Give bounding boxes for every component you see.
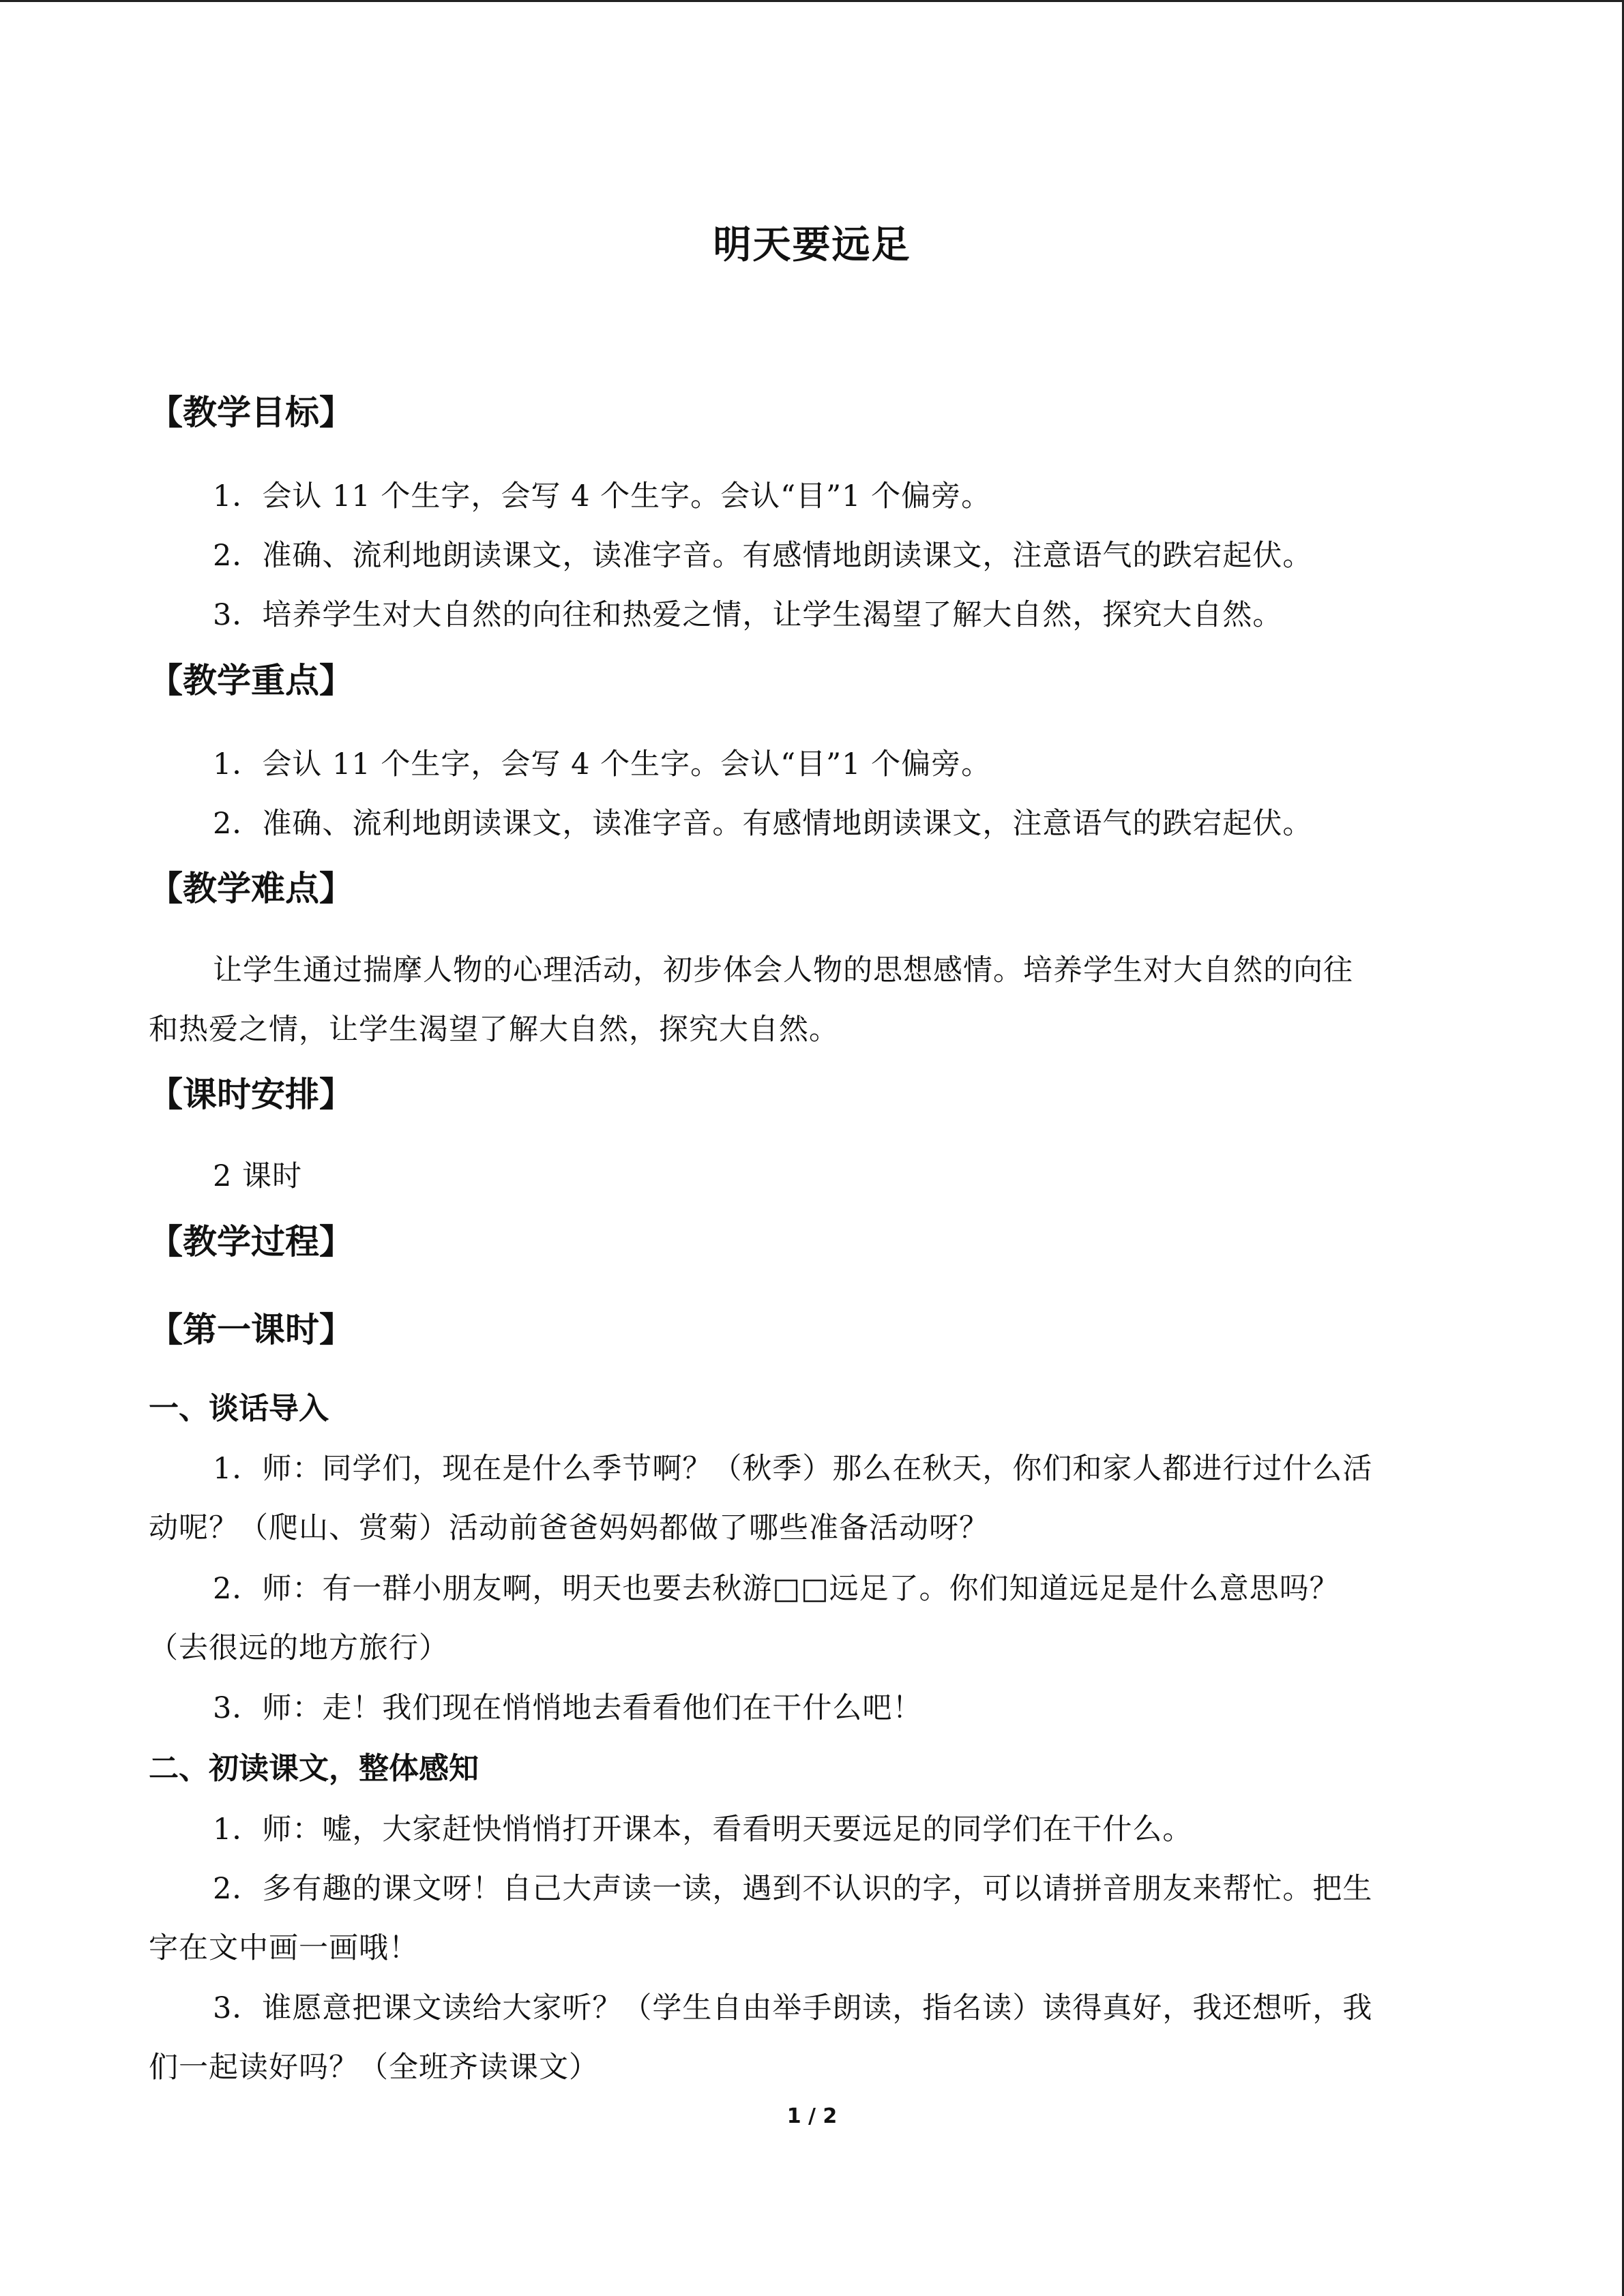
part1-p2-line-2: （去很远的地方旅行） <box>149 1631 449 1665</box>
part1-p2-line-1: 2．师：有一群小朋友啊，明天也要去秋游□□远足了。你们知道远足是什么意思吗？ <box>213 1572 1340 1606</box>
part1-heading: 一、谈话导入 <box>149 1391 329 1426</box>
process-heading: 【教学过程】 <box>149 1222 353 1262</box>
part1-p1-line-2: 动呢？（爬山、赏菊）活动前爸爸妈妈都做了哪些准备活动呀？ <box>149 1511 989 1545</box>
part2-p3-line-2: 们一起读好吗？（全班齐读课文） <box>149 2051 599 2085</box>
part2-p1: 1．师：嘘，大家赶快悄悄打开课本，看看明天要远足的同学们在干什么。 <box>213 1813 1193 1847</box>
page-number: 1 / 2 <box>786 2104 838 2128</box>
objectives-heading: 【教学目标】 <box>149 393 353 432</box>
schedule-heading: 【课时安排】 <box>149 1075 353 1114</box>
objective-item-3: 3．培养学生对大自然的向往和热爱之情，让学生渴望了解大自然，探究大自然。 <box>213 598 1283 632</box>
part2-p3-line-1: 3．谁愿意把课文读给大家听？（学生自由举手朗读，指名读）读得真好，我还想听，我 <box>213 1991 1373 2025</box>
part1-p1-line-1: 1．师：同学们，现在是什么季节啊？（秋季）那么在秋天，你们和家人都进行过什么活 <box>213 1452 1373 1486</box>
page-title: 明天要远足 <box>713 223 911 267</box>
schedule-text: 2 课时 <box>213 1159 303 1193</box>
objective-item-2: 2．准确、流利地朗读课文，读准字音。有感情地朗读课文，注意语气的跌宕起伏。 <box>213 539 1313 573</box>
difficulties-heading: 【教学难点】 <box>149 869 353 908</box>
objective-item-1: 1．会认 11 个生字，会写 4 个生字。会认“目”1 个偏旁。 <box>213 479 992 513</box>
part1-p3: 3．师：走！我们现在悄悄地去看看他们在干什么吧！ <box>213 1691 923 1725</box>
lesson1-heading: 【第一课时】 <box>149 1310 353 1350</box>
key-point-item-2: 2．准确、流利地朗读课文，读准字音。有感情地朗读课文，注意语气的跌宕起伏。 <box>213 807 1313 841</box>
part2-heading: 二、初读课文，整体感知 <box>149 1751 479 1786</box>
difficulties-line-1: 让学生通过揣摩人物的心理活动，初步体会人物的思想感情。培养学生对大自然的向往 <box>213 953 1353 987</box>
key-points-heading: 【教学重点】 <box>149 661 353 700</box>
difficulties-line-2: 和热爱之情，让学生渴望了解大自然，探究大自然。 <box>149 1013 839 1047</box>
key-point-item-1: 1．会认 11 个生字，会写 4 个生字。会认“目”1 个偏旁。 <box>213 747 992 781</box>
part2-p2-line-1: 2．多有趣的课文呀！自己大声读一读，遇到不认识的字，可以请拼音朋友来帮忙。把生 <box>213 1872 1373 1906</box>
part2-p2-line-2: 字在文中画一画哦！ <box>149 1931 419 1965</box>
